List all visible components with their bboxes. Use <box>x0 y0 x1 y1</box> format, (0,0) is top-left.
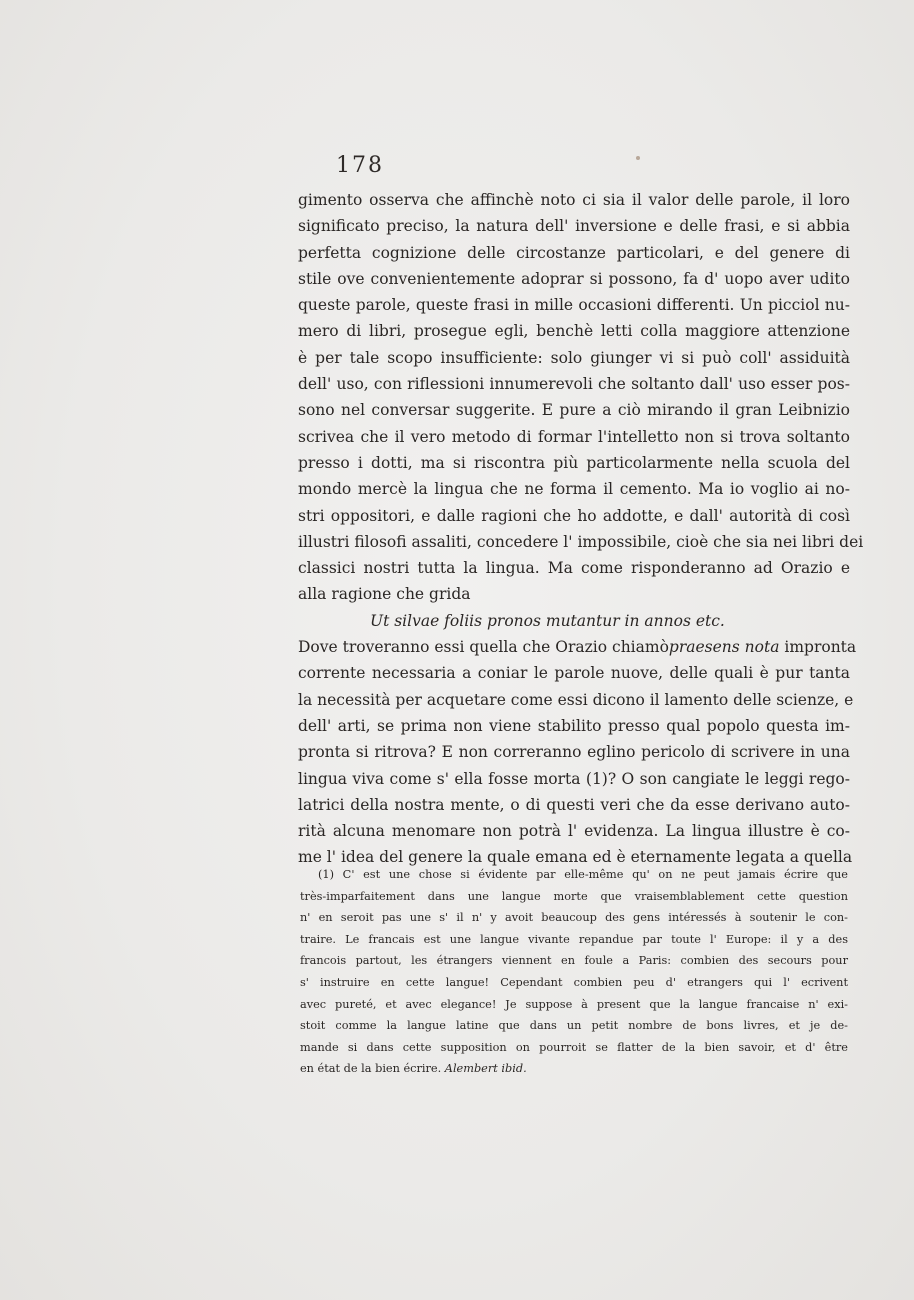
footnote-line: stoit comme la langue latine que dans un petit nombre de bons livres, et je de- <box>300 1019 848 1033</box>
footnote-line: francois partout, les étrangers viennent en foule a Paris: combien des secours pour <box>300 954 848 968</box>
footnote-line: mande si dans cette supposition on pourroit se flatter de la bien savoir, et d' être <box>300 1040 848 1054</box>
text-line: queste parole, queste frasi in mille occasioni differenti. Un picciol nu- <box>298 296 850 315</box>
footnote-line: traire. Le francais est une langue vivante repandue par toute l' Europe: il y a des <box>300 932 848 946</box>
text-line: lingua viva come s' ella fosse morta (1)? O son cangiate le leggi rego- <box>298 769 850 788</box>
text-line <box>298 634 857 660</box>
text-fragment: impronta <box>779 638 857 657</box>
text-line: classici nostri tutta la lingua. Ma come risponderanno ad Orazio e <box>298 559 850 578</box>
text-line: latrici della nostra mente, o di questi veri che da esse derivano auto- <box>298 795 850 814</box>
text-line: me l' idea del genere la quale emana ed è eternamente legata a quella <box>298 848 853 867</box>
text-line: sono nel conversar suggerite. E pure a ciò mirando il gran Leibnizio <box>298 401 850 420</box>
text-line: illustri filosofi assaliti, concedere l' impossibile, cioè che sia nei libri dei <box>298 532 864 551</box>
footnote-line <box>300 1058 848 1080</box>
text-line: stile ove convenientemente adoprar si possono, fa d' uopo aver udito <box>298 269 850 288</box>
ink-spot <box>636 156 640 160</box>
text-line: mondo mercè la lingua che ne forma il cemento. Ma io voglio ai no- <box>298 480 850 499</box>
text-line: presso i dotti, ma si riscontra più particolarmente nella scuola del <box>298 453 850 472</box>
text-line: pronta si ritrova? E non correranno eglino pericolo di scrivere in una <box>298 743 850 762</box>
footnote-line: (1) C' est une chose si évidente par elle-même qu' on ne peut jamais écrire que <box>318 868 848 881</box>
text-line: alla ragione che grida <box>298 585 471 604</box>
text-line: scrivea che il vero metodo di formar l'intelletto non si trova soltanto <box>298 427 850 446</box>
footnote-line: s' instruire en cette langue! Cependant combien peu d' etrangers qui l' ecrivent <box>300 975 848 989</box>
text-line: è per tale scopo insufficiente: solo giunger vi si può coll' assiduità <box>298 348 850 367</box>
italic-phrase: praesens nota <box>668 638 780 657</box>
text-line: stri oppositori, e dalle ragioni che ho addotte, e dall' autorità di così <box>298 506 850 525</box>
footnote-line: avec pureté, et avec elegance! Je suppose à present que la langue francaise n' exi- <box>300 997 848 1011</box>
page-number: 178 <box>336 153 384 178</box>
footnote-fragment: en état de la bien écrire. <box>300 1062 445 1076</box>
main-text <box>298 187 864 871</box>
footnote-line: très-imparfaitement dans une langue morte que vraisemblablement cette question <box>300 889 848 903</box>
text-fragment: Dove troveranno essi quella che Orazio chiamò <box>298 638 669 657</box>
text-line: rità alcuna menomare non potrà l' evidenza. La lingua illustre è co- <box>298 822 850 841</box>
text-line: dell' uso, con riflessioni innumerevoli che soltanto dall' uso esser pos- <box>298 375 850 394</box>
footnote-citation: Alembert ibid. <box>444 1062 527 1076</box>
text-line: significato preciso, la natura dell' inversione e delle frasi, e si abbia <box>298 217 850 236</box>
text-line: corrente necessaria a coniar le parole nuove, delle quali è pur tanta <box>298 664 850 683</box>
text-line: gimento osserva che affinchè noto ci sia il valor delle parole, il loro <box>298 191 850 209</box>
text-line: mero di libri, prosegue egli, benchè letti colla maggiore attenzione <box>298 322 850 341</box>
latin-quotation: Ut silvae foliis pronos mutantur in annos etc. <box>370 611 725 630</box>
text-line: perfetta cognizione delle circostanze particolari, e del genere di <box>298 243 850 262</box>
text-line: la necessità per acquetare come essi dicono il lamento delle scienze, e <box>298 690 854 709</box>
footnote <box>300 864 848 1080</box>
text-line: dell' arti, se prima non viene stabilito presso qual popolo questa im- <box>298 716 850 735</box>
footnote-line: n' en seroit pas une s' il n' y avoit beaucoup des gens intéressés à soutenir le con- <box>300 911 848 925</box>
